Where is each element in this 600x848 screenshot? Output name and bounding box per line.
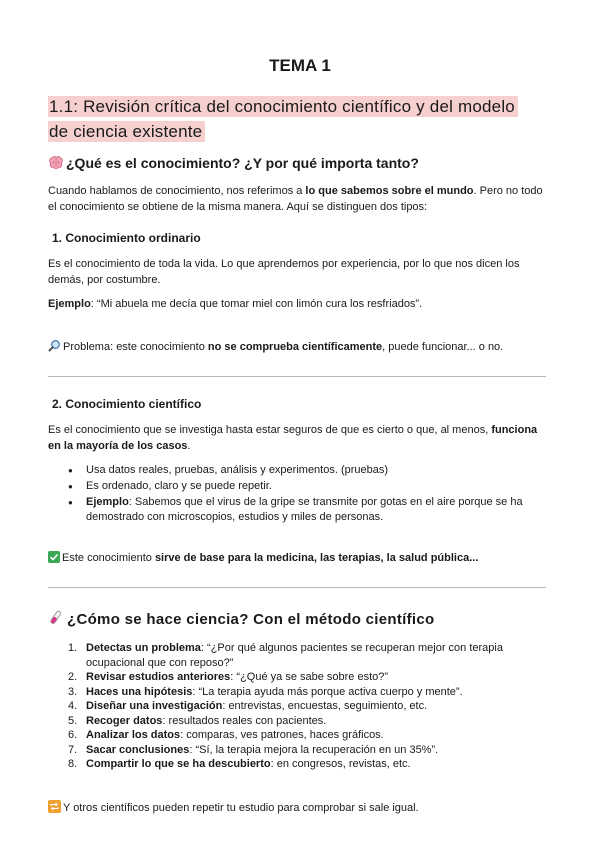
list-item: 5. Recoger datos: resultados reales con pacientes. (68, 714, 327, 727)
ordinary-knowledge-description: Es el conocimiento de toda la vida. Lo que aprendemos por experiencia, por lo que nos dicen los demás, por costumbre. (48, 258, 520, 286)
divider (48, 376, 546, 377)
section-heading (48, 94, 518, 144)
list-item: 2. Revisar estudios anteriores: “¿Qué ya se sabe sobre esto?” (68, 671, 389, 683)
list-item: 4. Diseñar una investigación: entrevistas, encuestas, seguimiento, etc. (68, 700, 428, 712)
ordinary-example: Ejemplo: “Mi abuela me decía que tomar miel con limón cura los resfriados”. (48, 298, 423, 310)
list-item: ● Usa datos reales, pruebas, análisis y experimentos. (pruebas) (48, 463, 548, 478)
scientific-method-heading: ¿Cómo se hace ciencia? Con el método científico (48, 610, 435, 630)
brain-icon (48, 156, 64, 173)
repeat-icon (48, 800, 61, 818)
list-item: ● Es ordenado, claro y se puede repetir. (48, 479, 548, 494)
divider (48, 587, 546, 588)
method-steps-list (48, 641, 548, 772)
section-heading-line2: de ciencia existente (48, 121, 205, 142)
ordinary-problem-note: Problema: este conocimiento no se comprueba científicamente, puede funcionar... o no. (48, 339, 552, 357)
scientific-base-note: Este conocimiento sirve de base para la medicina, las terapias, la salud pública... (48, 550, 552, 568)
list-item: 1. Detectas un problema: “¿Por qué algunos pacientes se recuperan mejor con terapia ocupacional que con reposo?” (68, 642, 503, 669)
ordinary-knowledge-heading: 1. Conocimiento ordinario (52, 231, 201, 245)
scientific-knowledge-description: Es el conocimiento que se investiga hasta estar seguros de que es cierto o que, al menos, funciona en la mayoría de los casos. (48, 424, 538, 452)
list-item: 7. Sacar conclusiones: “Sí, la terapia mejora la recuperación en un 35%”. (68, 743, 439, 756)
test-tube-icon (48, 610, 62, 630)
scientific-knowledge-heading: 2. Conocimiento científico (52, 397, 202, 411)
list-item: 3. Haces una hipótesis: “La terapia ayuda más porque activa cuerpo y mente”. (68, 685, 463, 698)
list-item: ● Ejemplo: Sabemos que el virus de la gripe se transmite por gotas en el aire porque se ha demostrado con microscopios, estudios y miles de personas. (48, 495, 548, 525)
page-title: TEMA 1 (269, 56, 331, 75)
knowledge-intro: Cuando hablamos de conocimiento, nos referimos a lo que sabemos sobre el mundo. Pero no todo el conocimiento se obtiene de la misma manera. Aquí se distinguen dos tipos: (48, 185, 543, 213)
list-item: 6. Analizar los datos: comparas, ves patrones, haces gráficos. (68, 729, 384, 741)
list-item: 8. Compartir lo que se ha descubierto: en congresos, revistas, etc. (68, 758, 411, 770)
method-footer-note: Y otros científicos pueden repetir tu estudio para comprobar si sale igual. (48, 800, 552, 818)
magnifier-icon (48, 339, 61, 357)
knowledge-question-heading: ¿Qué es el conocimiento? ¿Y por qué importa tanto? (48, 155, 419, 173)
scientific-bullet-list (48, 463, 548, 526)
section-heading-line1: 1.1: Revisión crítica del conocimiento científico y del modelo (48, 96, 518, 117)
check-mark-icon (48, 551, 60, 568)
